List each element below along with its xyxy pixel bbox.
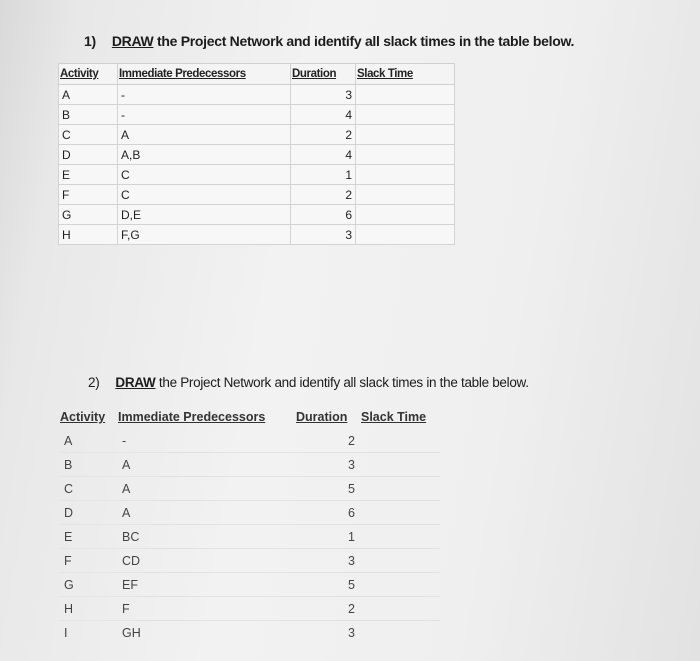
question-2-heading <box>88 375 529 390</box>
predecessors-cell: A <box>118 125 291 145</box>
table-row <box>60 530 440 554</box>
duration-cell: 4 <box>291 105 356 125</box>
activity-cell: H <box>59 225 118 245</box>
table-header-row <box>59 64 455 85</box>
activity-cell: B <box>64 458 73 472</box>
activity-cell: A <box>64 434 73 448</box>
activity-cell: I <box>64 626 68 640</box>
table-row <box>59 85 455 105</box>
col-slack-header: Slack Time <box>356 64 455 85</box>
predecessors-cell: BC <box>122 530 140 544</box>
table-row <box>59 225 455 245</box>
activity-cell: A <box>59 85 118 105</box>
duration-cell: 1 <box>348 530 355 544</box>
row-divider <box>60 620 440 621</box>
slack-cell[interactable] <box>356 85 455 105</box>
slack-cell[interactable] <box>356 185 455 205</box>
question-2-number: 2) <box>88 375 100 390</box>
table-row <box>59 125 455 145</box>
predecessors-cell: F,G <box>118 225 291 245</box>
duration-cell: 6 <box>348 506 355 520</box>
duration-cell: 5 <box>348 482 355 496</box>
table-row <box>59 185 455 205</box>
question-1-number: 1) <box>84 33 96 49</box>
question-2-text: the Project Network and identify all slack times in the table below. <box>158 375 529 390</box>
activity-cell: F <box>59 185 118 205</box>
question-1-verb: DRAW <box>111 33 154 49</box>
predecessors-cell: A <box>122 482 131 496</box>
duration-cell: 4 <box>291 145 356 165</box>
slack-cell[interactable] <box>356 125 455 145</box>
slack-cell[interactable] <box>356 165 455 185</box>
row-divider <box>60 548 440 549</box>
predecessors-cell: C <box>118 165 291 185</box>
activity-cell: D <box>64 506 74 520</box>
row-divider <box>60 572 440 573</box>
row-divider <box>60 476 440 477</box>
duration-cell: 3 <box>291 225 356 245</box>
predecessors-cell: - <box>122 434 127 448</box>
table-row <box>60 602 440 626</box>
predecessors-cell: A <box>122 506 131 520</box>
predecessors-cell: - <box>118 105 291 125</box>
col-duration-header: Duration <box>296 410 348 424</box>
row-divider <box>60 524 440 525</box>
question-1-table <box>58 63 455 245</box>
activity-cell: E <box>64 530 73 544</box>
duration-cell: 2 <box>291 185 356 205</box>
table-row <box>60 482 440 506</box>
duration-cell: 3 <box>291 85 356 105</box>
predecessors-cell: F <box>122 602 130 616</box>
question-2-verb: DRAW <box>115 375 156 390</box>
slack-cell[interactable] <box>356 225 455 245</box>
question-1-text: the Project Network and identify all slack times in the table below. <box>157 33 575 49</box>
slack-cell[interactable] <box>356 205 455 225</box>
table-row <box>59 205 455 225</box>
slack-cell[interactable] <box>356 145 455 165</box>
duration-cell: 3 <box>348 458 355 472</box>
row-divider <box>60 596 440 597</box>
table-row <box>59 105 455 125</box>
col-activity-header: Activity <box>60 410 106 424</box>
duration-cell: 3 <box>348 626 355 640</box>
duration-cell: 1 <box>291 165 356 185</box>
table-row <box>60 458 440 482</box>
activity-cell: F <box>64 554 72 568</box>
activity-cell: C <box>64 482 74 496</box>
activity-cell: C <box>59 125 118 145</box>
predecessors-cell: A,B <box>118 145 291 165</box>
activity-cell: B <box>59 105 118 125</box>
activity-cell: H <box>64 602 74 616</box>
activity-cell: G <box>59 205 118 225</box>
col-activity-header: Activity <box>59 64 118 85</box>
col-slack-header: Slack Time <box>361 410 427 424</box>
table-row <box>60 578 440 602</box>
col-predecessors-header: Immediate Predecessors <box>118 64 291 85</box>
row-divider <box>60 500 440 501</box>
duration-cell: 5 <box>348 578 355 592</box>
question-1-heading <box>84 33 574 49</box>
duration-cell: 6 <box>291 205 356 225</box>
predecessors-cell: CD <box>122 554 141 568</box>
duration-cell: 3 <box>348 554 355 568</box>
table-row <box>60 506 440 530</box>
predecessors-cell: D,E <box>118 205 291 225</box>
table-row <box>60 554 440 578</box>
predecessors-cell: GH <box>122 626 141 640</box>
table-row <box>59 165 455 185</box>
duration-cell: 2 <box>348 602 355 616</box>
predecessors-cell: - <box>118 85 291 105</box>
slack-cell[interactable] <box>356 105 455 125</box>
duration-cell: 2 <box>291 125 356 145</box>
table-row <box>59 145 455 165</box>
predecessors-cell: A <box>122 458 131 472</box>
predecessors-cell: C <box>118 185 291 205</box>
duration-cell: 2 <box>348 434 355 448</box>
predecessors-cell: EF <box>122 578 138 592</box>
activity-cell: G <box>64 578 74 592</box>
col-predecessors-header: Immediate Predecessors <box>118 410 266 424</box>
activity-cell: D <box>59 145 118 165</box>
activity-cell: E <box>59 165 118 185</box>
col-duration-header: Duration <box>291 64 356 85</box>
table-row <box>60 434 440 458</box>
row-divider <box>60 452 440 453</box>
table-row <box>60 626 440 650</box>
